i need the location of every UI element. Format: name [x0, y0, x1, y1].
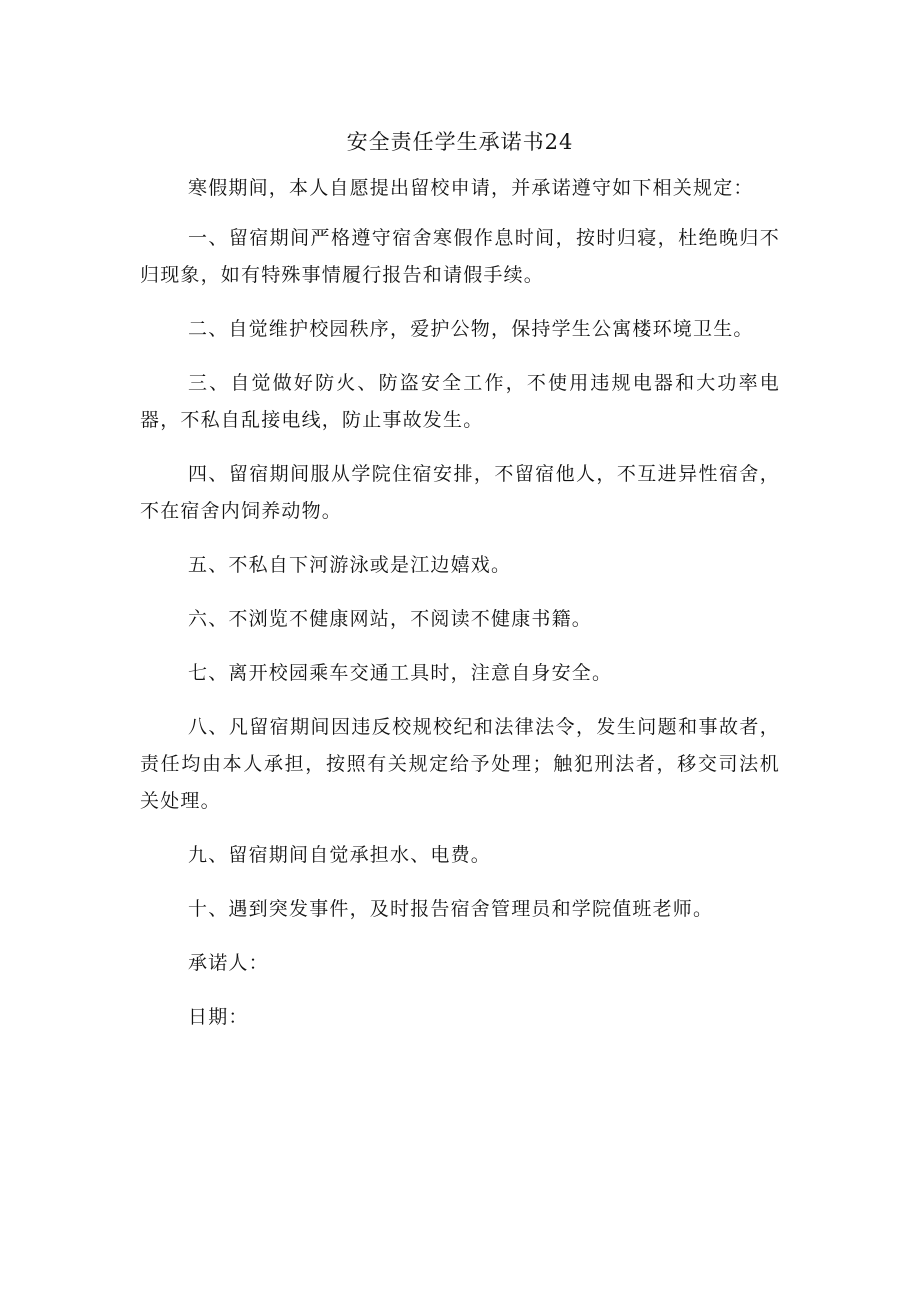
rule-4-paragraph: 四、留宿期间服从学院住宿安排，不留宿他人，不互进异性宿舍，不在宿舍内饲养动物。 [140, 463, 780, 522]
rule-7-paragraph: 七、离开校园乘车交通工具时，注意自身安全。 [188, 662, 613, 684]
intro-paragraph: 寒假期间，本人自愿提出留校申请，并承诺遵守如下相关规定： [188, 177, 754, 199]
rule-6-paragraph: 六、不浏览不健康网站，不阅读不健康书籍。 [188, 608, 593, 630]
rule-8-paragraph: 八、凡留宿期间因违反校规校纪和法律法令，发生问题和事故者，责任均由本人承担，按照有关规定给予处理；触犯刑法者，移交司法机关处理。 [140, 716, 780, 812]
rule-2-paragraph: 二、自觉维护校园秩序，爱护公物，保持学生公寓楼环境卫生。 [188, 318, 754, 340]
rule-3-paragraph: 三、自觉做好防火、防盗安全工作，不使用违规电器和大功率电器，不私自乱接电线，防止事故发生。 [140, 372, 780, 431]
rule-10-paragraph: 十、遇到突发事件，及时报告宿舍管理员和学院值班老师。 [188, 898, 714, 920]
document-body [140, 173, 780, 1036]
document-title: 安全责任学生承诺书24 [346, 130, 574, 154]
rule-9-paragraph: 九、留宿期间自觉承担水、电费。 [188, 844, 492, 866]
rule-1-paragraph: 一、留宿期间严格遵守宿舍寒假作息时间，按时归寝，杜绝晚归不归现象，如有特殊事情履行报告和请假手续。 [140, 227, 780, 286]
signatory-label: 承诺人： [188, 952, 269, 974]
rule-5-paragraph: 五、不私自下河游泳或是江边嬉戏。 [188, 554, 512, 576]
date-label: 日期： [188, 1006, 249, 1028]
